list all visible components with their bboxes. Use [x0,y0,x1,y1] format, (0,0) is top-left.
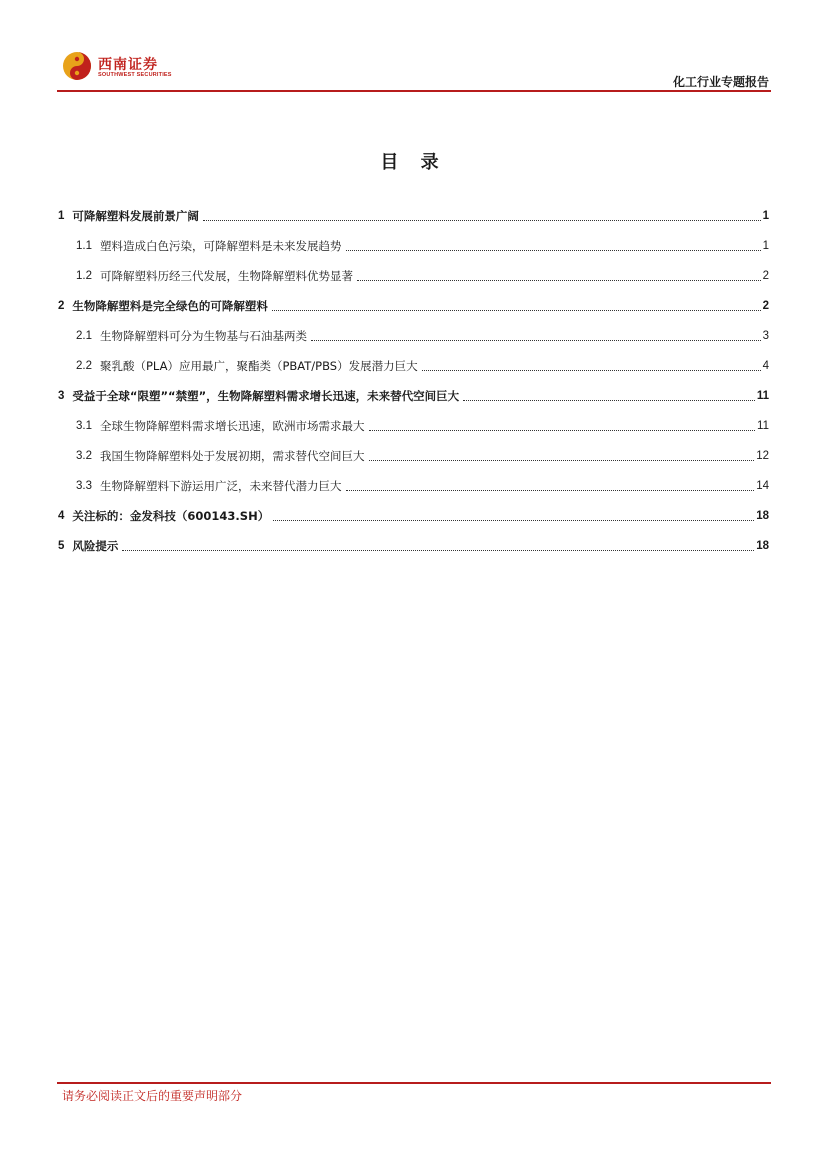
header-divider [57,90,771,92]
toc-entry-page: 4 [762,360,769,372]
toc-entry[interactable] [58,254,769,284]
toc-entry-title: 可降解塑料发展前景广阔 [72,209,199,223]
toc-entry-number: 2.2 [76,360,92,372]
toc-entry[interactable] [58,464,769,494]
toc-entry-number: 5 [58,540,65,552]
toc-entry-number: 1.1 [76,240,92,252]
southwest-securities-logo-icon [62,51,92,81]
toc-leader-dots [346,489,755,491]
toc-entry[interactable] [58,494,769,524]
toc-entry[interactable] [58,194,769,224]
toc-leader-dots [369,459,755,461]
toc-entry[interactable] [58,374,769,404]
toc-entry[interactable] [58,434,769,464]
toc-entry-page: 14 [756,480,769,492]
toc-entry-page: 1 [762,240,769,252]
toc-leader-dots [311,339,761,341]
toc-entry-number: 3.2 [76,450,92,462]
toc-entry[interactable] [58,314,769,344]
toc-entry-page: 2 [762,270,769,282]
logo-chinese-name: 西南证券 [98,57,158,73]
toc-entry-title: 生物降解塑料是完全绿色的可降解塑料 [72,299,268,313]
toc-title: 目 录 [380,152,447,173]
toc-entry-page: 2 [762,300,769,312]
toc-entry-page: 11 [757,420,769,432]
toc-entry-title: 我国生物降解塑料处于发展初期，需求替代空间巨大 [100,449,365,463]
toc-entry-page: 18 [756,540,769,552]
toc-entry[interactable] [58,344,769,374]
toc-entry-page: 12 [756,450,769,462]
toc-entry-page: 3 [762,330,769,342]
toc-entry[interactable] [58,224,769,254]
toc-leader-dots [422,369,761,371]
toc-entry-title: 生物降解塑料下游运用广泛，未来替代潜力巨大 [100,479,342,493]
toc-entry-title: 受益于全球“限塑”“禁塑”，生物降解塑料需求增长迅速，未来替代空间巨大 [72,389,460,403]
toc-entry-page: 11 [756,390,769,402]
toc-entry-title: 关注标的：金发科技（600143.SH） [72,509,270,523]
toc-entry[interactable] [58,284,769,314]
toc-entry-number: 3.1 [76,420,92,432]
toc-entry-page: 1 [762,210,769,222]
toc-entry-number: 3.3 [76,480,92,492]
toc-entry[interactable] [58,404,769,434]
toc-leader-dots [273,519,754,521]
toc-entry-number: 1.2 [76,270,92,282]
toc-leader-dots [272,309,761,311]
toc-leader-dots [463,399,755,401]
toc-entry-number: 4 [58,510,65,522]
footer-divider [57,1082,771,1084]
footer-disclaimer: 请务必阅读正文后的重要声明部分 [62,1089,243,1103]
toc-entry[interactable] [58,524,769,554]
toc-entry-title: 可降解塑料历经三代发展，生物降解塑料优势显著 [100,269,353,283]
toc-leader-dots [346,249,761,251]
toc-entry-title: 生物降解塑料可分为生物基与石油基两类 [100,329,307,343]
toc-entry-number: 2 [58,300,65,312]
brand-logo [62,50,182,84]
toc-leader-dots [369,429,756,431]
toc-entry-page: 18 [756,510,769,522]
table-of-contents [58,194,769,554]
logo-english-name: SOUTHWEST SECURITIES [98,72,172,78]
toc-entry-number: 3 [58,390,65,402]
toc-leader-dots [203,219,761,221]
toc-leader-dots [122,549,754,551]
report-type: 化工行业专题报告 [672,75,769,89]
toc-entry-number: 1 [58,210,65,222]
toc-entry-number: 2.1 [76,330,92,342]
toc-leader-dots [357,279,761,281]
toc-entry-title: 全球生物降解塑料需求增长迅速，欧洲市场需求最大 [100,419,365,433]
toc-entry-title: 风险提示 [72,539,119,553]
toc-entry-title: 聚乳酸（PLA）应用最广，聚酯类（PBAT/PBS）发展潜力巨大 [100,359,418,373]
toc-entry-title: 塑料造成白色污染，可降解塑料是未来发展趋势 [100,239,342,253]
